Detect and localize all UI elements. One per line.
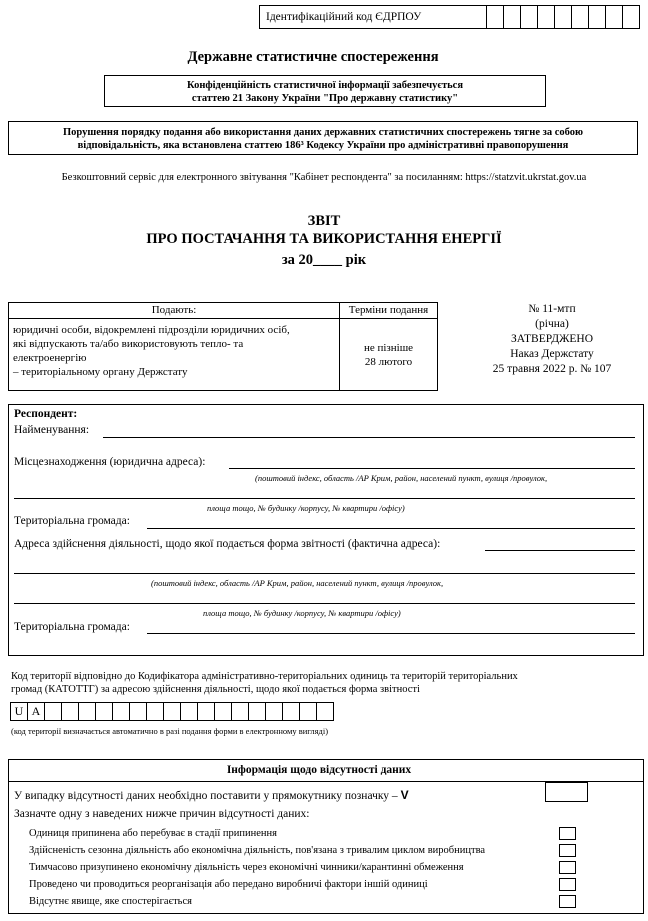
katottg-code-cell: U	[10, 702, 28, 721]
edrpou-digit-cell[interactable]	[589, 5, 606, 29]
actual-address-field-line-3[interactable]	[14, 603, 635, 604]
report-subtitle: ПРО ПОСТАЧАННЯ ТА ВИКОРИСТАННЯ ЕНЕРГІЇ	[146, 231, 502, 247]
deadline-value	[340, 341, 437, 369]
edrpou-digit-cell[interactable]	[521, 5, 538, 29]
katottg-code-cell[interactable]	[282, 702, 300, 721]
confidentiality-notice	[104, 75, 546, 107]
data-absence-section	[8, 759, 644, 914]
form-info	[478, 302, 626, 377]
location-label: Місцезнаходження (юридична адреса):	[14, 456, 206, 468]
deadline-header: Терміни подання	[348, 304, 429, 316]
edrpou-digit-cell[interactable]	[572, 5, 589, 29]
reason-label: Здійсненість сезонна діяльність або економічна діяльність, пов'язана з тривалим циклом виробництва	[29, 845, 486, 856]
community-label-2: Територіальна громада:	[14, 621, 130, 633]
actual-address-field-line-2[interactable]	[14, 573, 635, 574]
edrpou-digit-cell[interactable]	[555, 5, 572, 29]
katottg-code-cell[interactable]	[95, 702, 113, 721]
katottg-line-2: громад (КАТОТТГ) за адресою здійснення діяльності, щодо якої подається форма звітності	[11, 684, 420, 695]
submitters-description	[13, 323, 338, 379]
edrpou-digit-cell[interactable]	[538, 5, 555, 29]
katottg-description	[11, 670, 611, 696]
form-approved: ЗАТВЕРДЖЕНО	[510, 333, 594, 345]
reason-checkbox[interactable]	[559, 844, 576, 857]
violation-line-2: відповідальність, яка встановлена статтею 186³ Кодексу України про адміністративні правопорушення	[77, 140, 569, 151]
community-field[interactable]	[147, 528, 635, 529]
absence-heading: Інформація щодо відсутності даних	[226, 764, 412, 776]
form-order-date: 25 травня 2022 р. № 107	[492, 363, 612, 375]
katottg-code-cell[interactable]	[214, 702, 232, 721]
address-hint-2: площа тощо, № будинку /корпусу, № квартири /офісу)	[207, 503, 405, 513]
katottg-code-cell[interactable]	[265, 702, 283, 721]
form-number: № 11-мтп	[528, 303, 576, 315]
katottg-code-cell[interactable]	[316, 702, 334, 721]
katottg-code-cell[interactable]	[248, 702, 266, 721]
absence-instruction	[14, 788, 409, 802]
edrpou-digit-cell[interactable]	[606, 5, 623, 29]
violation-line-1: Порушення порядку подання або використання даних державних статистичних спостережень тягне за собою	[62, 127, 584, 138]
katottg-code-cell[interactable]	[61, 702, 79, 721]
katottg-code-cell[interactable]	[112, 702, 130, 721]
edrpou-digit-cell[interactable]	[487, 5, 504, 29]
submitters-line-1: юридичні особи, відокремлені підрозділи юридичних осіб,	[13, 324, 290, 336]
katottg-code-cell[interactable]	[163, 702, 181, 721]
katottg-line-1: Код території відповідно до Кодифікатора адміністративно-територіальних одиниць та територій територіальних	[11, 671, 518, 682]
community-label: Територіальна громада:	[14, 515, 130, 527]
address-hint-4: площа тощо, № будинку /корпусу, № квартири /офісу)	[203, 608, 401, 618]
deadline-line-2: 28 лютого	[364, 356, 413, 368]
deadline-line-1: не пізніше	[363, 342, 414, 354]
address-hint-1: (поштовий індекс, область /АР Крим, район, населений пункт, вулиця /провулок,	[255, 473, 548, 483]
edrpou-code-cells[interactable]	[487, 5, 640, 29]
reason-checkbox[interactable]	[559, 827, 576, 840]
edrpou-digit-cell[interactable]	[504, 5, 521, 29]
submitters-line-3: електроенергію	[13, 352, 87, 364]
reason-checkbox[interactable]	[559, 861, 576, 874]
location-field[interactable]	[229, 468, 635, 469]
katottg-code-cell[interactable]	[78, 702, 96, 721]
actual-address-label: Адреса здійснення діяльності, щодо якої подається форма звітності (фактична адреса):	[14, 538, 441, 550]
confidentiality-line-2: статтею 21 Закону України "Про державну статистику"	[191, 93, 459, 104]
address-hint-3: (поштовий індекс, область /АР Крим, район, населений пункт, вулиця /провулок,	[151, 578, 444, 588]
absence-instruction-text: У випадку відсутності даних необхідно поставити у прямокутнику позначку –	[14, 790, 398, 802]
absence-mark: V	[400, 788, 409, 802]
submission-table	[8, 302, 438, 391]
report-title: ЗВІТ	[307, 213, 341, 229]
katottg-code-cell[interactable]	[299, 702, 317, 721]
absence-checkbox[interactable]	[545, 782, 588, 802]
respondent-heading: Респондент:	[14, 408, 78, 420]
violation-notice	[8, 121, 638, 155]
katottg-code-cells[interactable]	[11, 702, 334, 721]
reason-checkbox[interactable]	[559, 895, 576, 908]
submitters-header: Подають:	[151, 304, 197, 316]
report-year[interactable]: за 20____ рік	[281, 252, 367, 268]
katottg-code-cell[interactable]	[231, 702, 249, 721]
edrpou-digit-cell[interactable]	[623, 5, 640, 29]
reason-label: Одиниця припинена або перебуває в стадії припинення	[29, 828, 277, 839]
confidentiality-line-1: Конфіденційність статистичної інформації забезпечується	[186, 80, 463, 91]
reason-label: Відсутнє явище, яке спостерігається	[29, 896, 192, 907]
form-order: Наказ Держстату	[510, 348, 594, 360]
respondent-section	[8, 404, 644, 656]
name-label: Найменування:	[14, 424, 90, 436]
reasons-heading: Зазначте одну з наведених нижче причин відсутності даних:	[14, 808, 310, 820]
reason-checkbox[interactable]	[559, 878, 576, 891]
katottg-code-cell[interactable]	[44, 702, 62, 721]
katottg-code-cell: A	[27, 702, 45, 721]
katottg-note: (код території визначається автоматично в разі подання форми в електронному вигляді)	[11, 726, 329, 736]
katottg-code-cell[interactable]	[180, 702, 198, 721]
community-field-2[interactable]	[147, 633, 635, 634]
submitters-line-4: – територіальному органу Держстату	[13, 366, 188, 378]
actual-address-field[interactable]	[485, 550, 635, 551]
katottg-code-cell[interactable]	[129, 702, 147, 721]
name-field[interactable]	[103, 437, 635, 438]
page-title: Державне статистичне спостереження	[187, 49, 439, 65]
location-field-line-2[interactable]	[14, 498, 635, 499]
electronic-service-link[interactable]: Безкоштовний сервіс для електронного звітування "Кабінет респондента" за посиланням: https://statzvit.ukrstat.gov.ua	[61, 172, 587, 183]
edrpou-label: Ідентифікаційний код ЄДРПОУ	[259, 5, 487, 29]
reason-label: Тимчасово призупинено економічну діяльність через економічні чинники/карантинні обмеження	[29, 862, 464, 873]
submitters-line-2: які відпускають та/або використовують тепло- та	[13, 338, 244, 350]
form-periodicity: (річна)	[535, 318, 569, 330]
katottg-code-cell[interactable]	[146, 702, 164, 721]
katottg-code-cell[interactable]	[197, 702, 215, 721]
reason-label: Проведено чи проводиться реорганізація або передано виробничі фактори іншій одиниці	[29, 879, 428, 890]
